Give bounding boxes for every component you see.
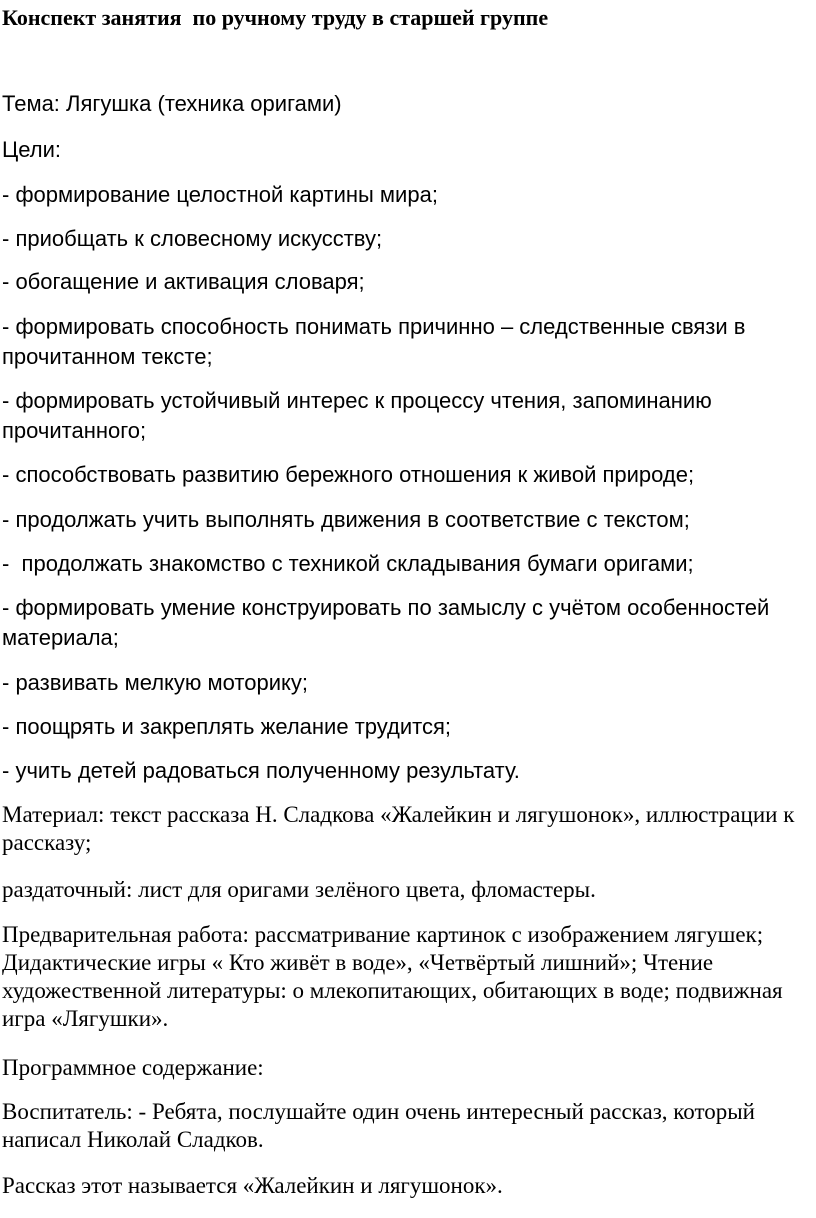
teacher-line: Воспитатель: - Ребята, послушайте один очень интересный рассказ, который написал Николай Сладков. xyxy=(2,1099,761,1152)
goal-item: - формирование целостной картины мира; xyxy=(2,182,438,207)
goal-item: - формировать умение конструировать по замыслу с учётом особенностей материала; xyxy=(2,595,776,650)
goal-item: - приобщать к словесному искусству; xyxy=(2,226,383,251)
program-content-heading: Программное содержание: xyxy=(2,1055,264,1080)
goal-item: - формировать устойчивый интерес к процессу чтения, запоминанию прочитанного; xyxy=(2,388,718,443)
material-line: Материал: текст рассказа Н. Сладкова «Жалейкин и лягушонок», иллюстрации к рассказу; xyxy=(2,802,801,855)
story-name-line: Рассказ этот называется «Жалейкин и лягушонок». xyxy=(2,1173,503,1198)
goal-item: - продолжать знакомство с техникой складывания бумаги оригами; xyxy=(2,551,694,576)
document-title: Конспект занятия по ручному труду в старшей группе xyxy=(2,5,549,30)
goal-item: - продолжать учить выполнять движения в соответствие с текстом; xyxy=(2,507,690,532)
topic-line: Тема: Лягушка (техника оригами) xyxy=(2,91,342,116)
goal-item: - учить детей радоваться полученному результату. xyxy=(2,758,520,783)
goal-item: - развивать мелкую моторику; xyxy=(2,670,308,695)
preliminary-work: Предварительная работа: рассматривание картинок с изображением лягушек; Дидактические игры « Кто живёт в воде», «Четвёртый лишний»; Чтение художественной литературы: о млекопитающих, обитающих в воде; подвижная игра «Лягушки». xyxy=(2,922,789,1031)
goal-item: - формировать способность понимать причинно – следственные связи в прочитанном тексте; xyxy=(2,314,752,369)
goal-item: - обогащение и активация словаря; xyxy=(2,269,365,294)
handout-line: раздаточный: лист для оригами зелёного цвета, фломастеры. xyxy=(2,877,596,902)
goal-item: - поощрять и закреплять желание трудится; xyxy=(2,714,452,739)
goal-item: - способствовать развитию бережного отношения к живой природе; xyxy=(2,462,695,487)
goals-heading: Цели: xyxy=(2,137,62,162)
